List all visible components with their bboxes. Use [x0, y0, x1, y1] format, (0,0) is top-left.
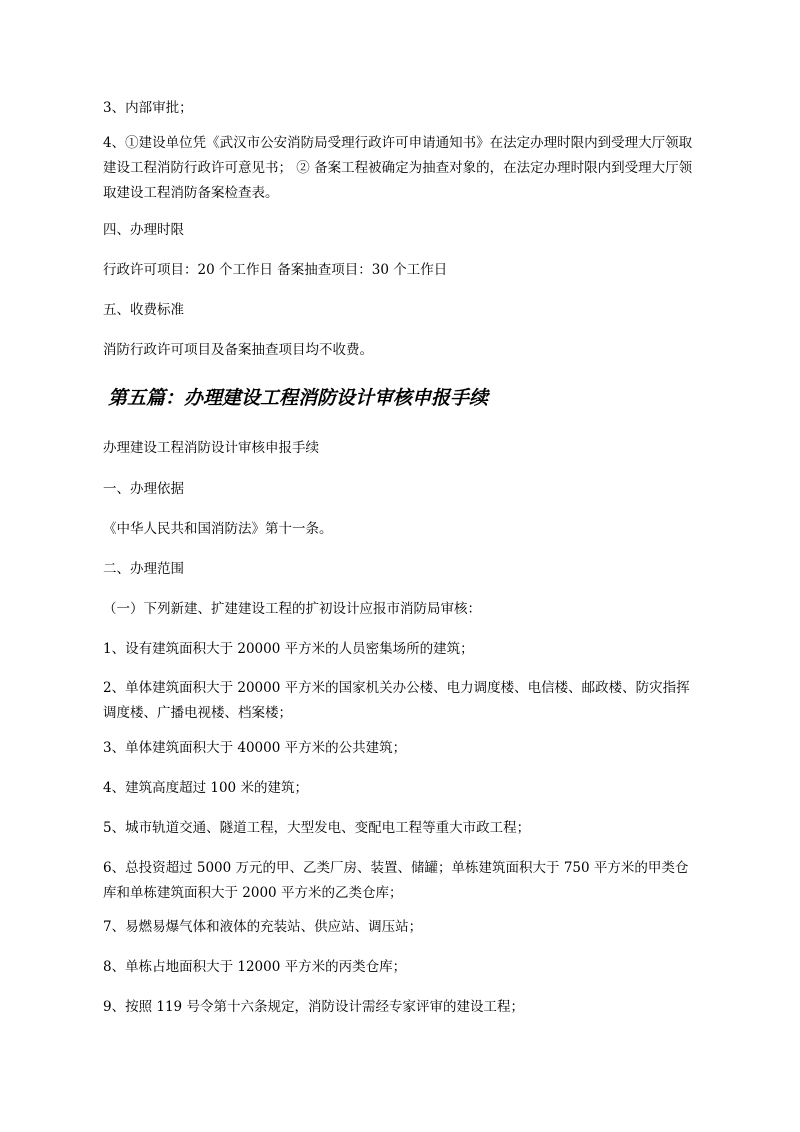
- list-item-5: 5、城市轨道交通、隧道工程，大型发电、变配电工程等重大市政工程；: [103, 820, 531, 836]
- list-item-4: 4、建筑高度超过 100 米的建筑；: [103, 780, 308, 796]
- list-item-7: 7、易燃易爆气体和液体的充装站、供应站、调压站；: [103, 919, 423, 935]
- paragraph-section-basis: 一、办理依据: [103, 481, 184, 497]
- list-item-1: 1、设有建筑面积大于 20000 平方米的人员密集场所的建筑；: [103, 641, 474, 657]
- paragraph-section-time-limit: 四、办理时限: [103, 222, 184, 238]
- paragraph-fee-detail: 消防行政许可项目及备案抽查项目均不收费。: [103, 342, 373, 358]
- paragraph-collect-documents: 4、①建设单位凭《武汉市公安消防局受理行政许可申请通知书》在法定办理时限内到受理大厅领取建设工程消防行政许可意见书； ② 备案工程被确定为抽查对象的，在法定办理时限内到受理大厅领取建设工程消防备案检查表。: [103, 135, 693, 201]
- list-item-2: 2、单体建筑面积大于 20000 平方米的国家机关办公楼、电力调度楼、电信楼、邮政楼、防灾指挥调度楼、广播电视楼、档案楼；: [103, 680, 690, 721]
- list-item-8: 8、单栋占地面积大于 12000 平方米的丙类仓库；: [103, 959, 407, 975]
- paragraph-basis-detail: 《中华人民共和国消防法》第十一条。: [103, 521, 333, 537]
- list-item-3: 3、单体建筑面积大于 40000 平方米的公共建筑；: [103, 740, 407, 756]
- paragraph-time-limit-detail: 行政许可项目：20 个工作日 备案抽查项目：30 个工作日: [103, 262, 448, 278]
- paragraph-section-scope: 二、办理范围: [103, 561, 184, 577]
- paragraph-procedure-title: 办理建设工程消防设计审核申报手续: [103, 440, 319, 456]
- paragraph-internal-approval: 3、内部审批；: [103, 100, 193, 116]
- paragraph-scope-intro: （一）下列新建、扩建建设工程的扩初设计应报市消防局审核：: [103, 601, 481, 617]
- paragraph-section-fee: 五、收费标准: [103, 302, 184, 318]
- chapter-heading: 第五篇：办理建设工程消防设计审核申报手续: [108, 387, 489, 409]
- list-item-9: 9、按照 119 号令第十六条规定，消防设计需经专家评审的建设工程；: [103, 999, 524, 1015]
- list-item-6: 6、总投资超过 5000 万元的甲、乙类厂房、装置、储罐；单栋建筑面积大于 750 平方米的甲类仓库和单栋建筑面积大于 2000 平方米的乙类仓库；: [103, 860, 689, 901]
